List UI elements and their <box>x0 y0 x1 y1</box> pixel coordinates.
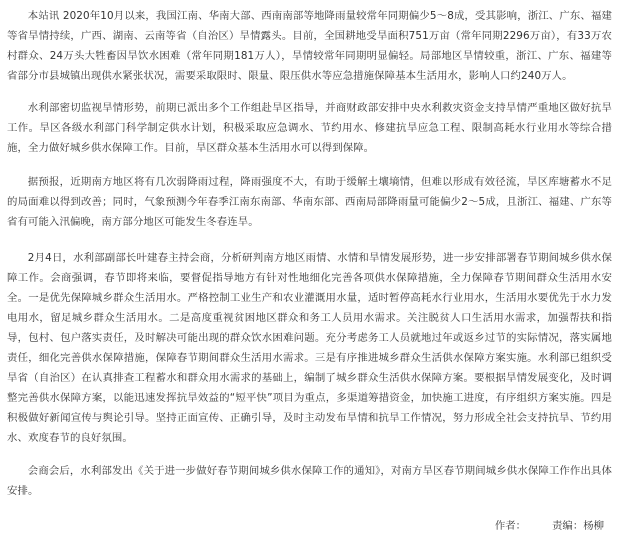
editor-name: 杨柳 <box>583 520 604 532</box>
article-paragraph-5: 会商会后，水利部发出《关于进一步做好春节期间城乡供水保障工作的通知》，对南方旱区春节期间城乡供水保障工作作出具体安排。 <box>7 465 612 497</box>
article-paragraph-3: 据预报，近期南方地区将有几次弱降雨过程，降雨强度不大，有助于缓解土壤墒情，但难以形成有效径流，旱区库塘蓄水不足的局面难以得到改善；同时，气象预测今年春季江南东南部、华南东部、西南局部降雨量可能偏少2～5成，且浙江、福建、广东等省有可能入汛偏晚，南方部分地区可能发生冬春连旱。 <box>7 176 612 228</box>
article-paragraph-4: 2月4日，水利部副部长叶建春主持会商，分析研判南方地区雨情、水情和旱情发展形势，进一步安排部署春节期间城乡供水保障工作。会商强调，春节即将来临，要督促指导地方有针对性地细化完善各项供水保障措施，全力保障春节期间群众生活用水安全。一是优先保障城乡群众生活用水。严格控制工业生产和农业灌溉用水量，适时暂停高耗水行业用水，生活用水要优先于水力发电用水，留足城乡群众生活用水。二是高度重视贫困地区群众和务工人员用水需求。关注脱贫人口生活用水需求，加强帮扶和指导，包村、包户落实责任，及时解决可能出现的群众饮水困难问题。充分考虑务工人员就地过年或返乡过节的实际情况，落实属地责任，细化完善供水保障措施，保障春节期间群众生活用水需求。三是有序推进城乡群众生活供水保障方案实施。水利部已组织受旱省（自治区）在认真排查工程蓄水和群众用水需求的基础上，编制了城乡群众生活供水保障方案。要根据旱情发展变化，及时调整完善供水保障方案，以能迅速发挥抗旱效益的“短平快”项目为重点，多渠道筹措资金，加快施工进度，有序组织方案实施。四是积极做好新闻宣传与舆论引导。坚持正面宣传、正确引导，及时主动发布旱情和抗旱工作情况，努力形成全社会支持抗旱、节约用水、欢度春节的良好氛围。 <box>7 252 612 444</box>
article-paragraph-1: 本站讯 2020年10月以来，我国江南、华南大部、西南南部等地降雨量较常年同期偏少5～8成，受其影响，浙江、广东、福建等省旱情持续，广西、湖南、云南等省（自治区）旱情露头。目前，全国耕地受旱面积751万亩（常年同期2296万亩），有33万农村群众、24万头大牲畜因旱饮水困难（常年同期181万人），旱情较常年同期明显偏轻。局部地区旱情较重，浙江、广东、福建等省部分市县城镇出现供水紧张状况，需要采取限时、限量、限压供水等应急措施保障基本生活用水，影响人口约240万人。 <box>7 10 612 82</box>
author-label: 作者： <box>494 520 527 532</box>
article-paragraph-2: 水利部密切监视旱情形势，前期已派出多个工作组赴旱区指导，并商财政部安排中央水利救灾资金支持旱情严重地区做好抗旱工作。旱区各级水利部门科学制定供水计划，积极采取应急调水、节约用水、修建抗旱应急工程、限制高耗水行业用水等综合措施，全力做好城乡供水保障工作。目前，旱区群众基本生活用水可以得到保障。 <box>7 102 612 154</box>
editor-label: 责编： <box>552 520 584 532</box>
article-byline <box>495 519 604 533</box>
